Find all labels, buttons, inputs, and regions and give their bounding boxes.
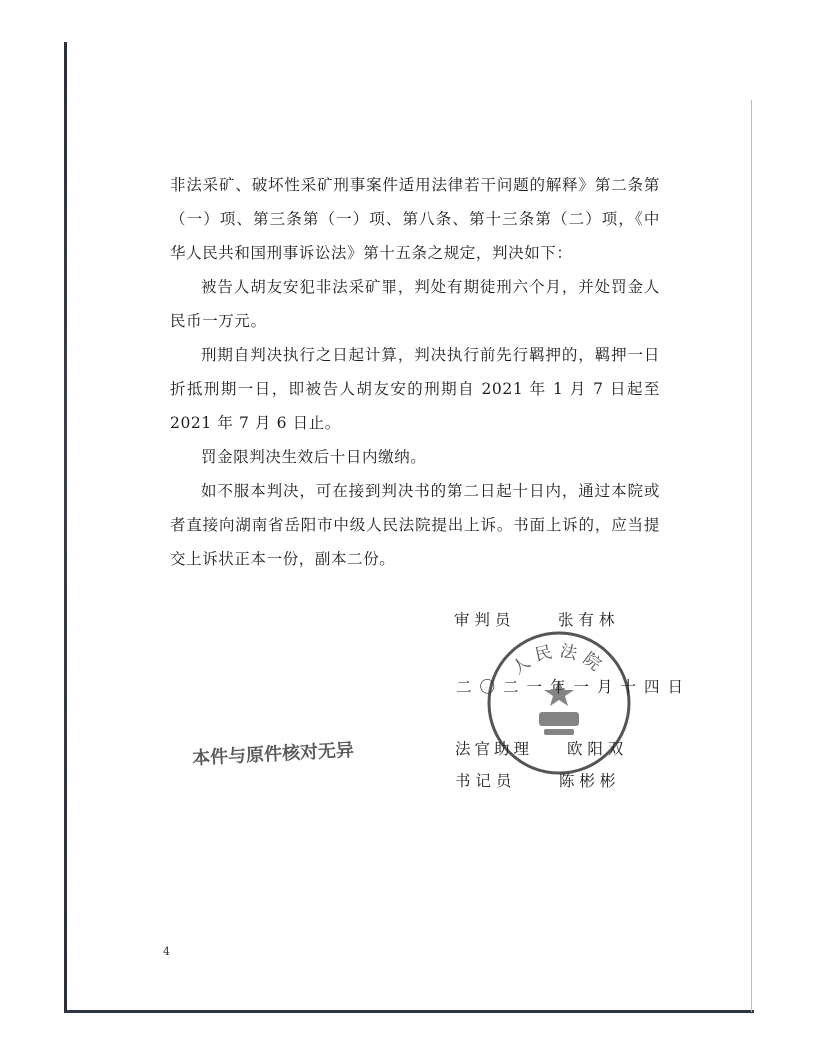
scan-edge-right: [751, 100, 752, 1012]
judge-role: 审 判 员: [454, 611, 511, 629]
page-number: 4: [163, 945, 170, 958]
clerk-role: 书 记 员: [455, 772, 512, 790]
signature-judge: [454, 608, 664, 632]
paragraph-appeal-notice: 如不服本判决，可在接到判决书的第二日起十日内，通过本院或者直接向湖南省岳阳市中级人民法院提出上诉。书面上诉的，应当提交上诉状正本一份，副本二份。: [170, 482, 660, 568]
paragraph-fine-payment: 罚金限判决生效后十日内缴纳。: [201, 448, 427, 466]
scan-edge-left: [64, 42, 67, 1012]
signature-assistant: [455, 737, 665, 761]
paragraph-sentence-term: 刑期自判决执行之日起计算，判决执行前先行羁押的，羁押一日折抵刑期一日，即被告人胡友安的刑期自 2021 年 1 月 7 日起至 2021 年 7 月 6 日止。: [170, 346, 660, 432]
assistant-role: 法官助理: [455, 740, 534, 758]
assistant-name: 欧 阳 双: [567, 740, 624, 758]
paragraph-verdict: 被告人胡友安犯非法采矿罪，判处有期徒刑六个月，并处罚金人民币一万元。: [170, 278, 660, 330]
scan-edge-bottom: [64, 1010, 754, 1013]
paragraph-legal-basis: 非法采矿、破坏性采矿刑事案件适用法律若干问题的解释》第二条第（一）项、第三条第（一）项、第八条、第十三条第（二）项，《中华人民共和国刑事诉讼法》第十五条之规定，判决如下：: [170, 176, 660, 262]
clerk-name: 陈 彬 彬: [559, 772, 616, 790]
judgment-body: [170, 168, 660, 576]
signature-clerk: [455, 769, 665, 793]
certified-copy-stamp: 本件与原件核对无异: [191, 739, 355, 770]
judgment-date: 二〇二一年一月十四日: [456, 678, 692, 696]
svg-text:人民法院: 人民法院: [508, 641, 610, 679]
judge-name: 张 有 林: [558, 611, 615, 629]
